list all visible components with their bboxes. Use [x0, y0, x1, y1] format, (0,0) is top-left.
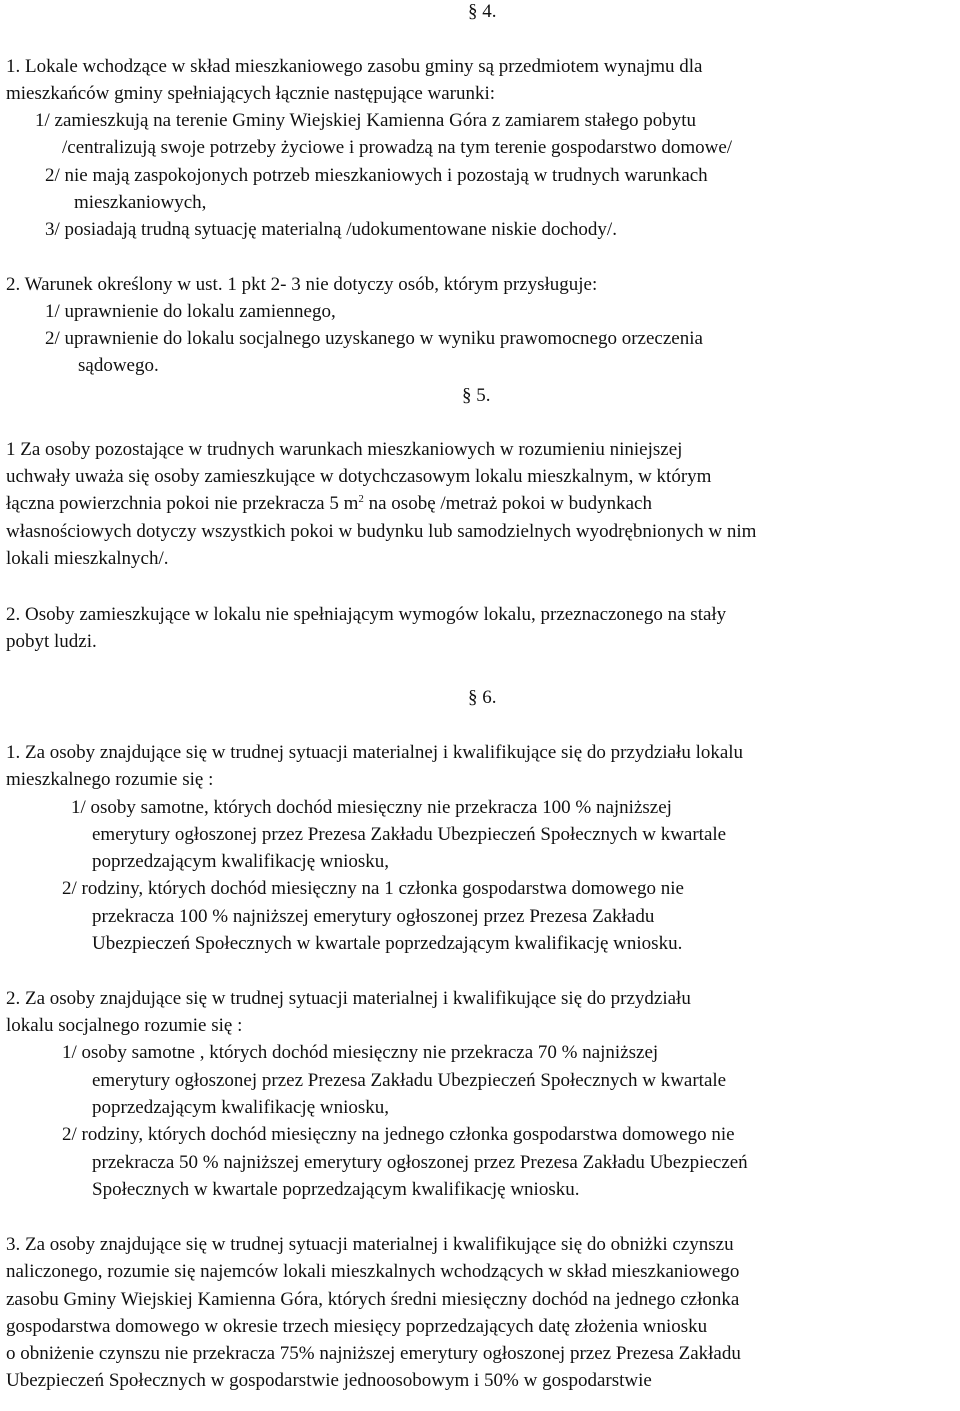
s4-p2-item-2-a: 2/ uprawnienie do lokalu socjalnego uzyskanego w wyniku prawomocnego orzeczenia: [45, 328, 703, 349]
section-4-heading: § 4.: [468, 1, 497, 22]
s6-p1-line-1: 1. Za osoby znajdujące się w trudnej sytuacji materialnej i kwalifikujące się do przydziału lokalu: [6, 742, 744, 763]
s5-p1-line-5: lokali mieszkalnych/.: [6, 548, 169, 569]
s5-p1-line-2: uchwały uważa się osoby zamieszkujące w dotychczasowym lokalu mieszkalnym, w którym: [6, 466, 712, 487]
s4-p2-item-1: 1/ uprawnienie do lokalu zamiennego,: [45, 301, 336, 322]
s6-p2-item-1-a: 1/ osoby samotne , których dochód miesięczny nie przekracza 70 % najniższej: [62, 1042, 659, 1063]
s4-p1-item-3: 3/ posiadają trudną sytuację materialną /udokumentowane niskie dochody/.: [45, 219, 617, 240]
s5-p1-line-1: 1 Za osoby pozostające w trudnych warunkach mieszkaniowych w rozumieniu niniejszej: [6, 439, 683, 460]
s6-p3-line-6: Ubezpieczeń Społecznych w gospodarstwie jednoosobowym i 50% w gospodarstwie: [6, 1370, 652, 1391]
s6-p3-line-4: gospodarstwa domowego w okresie trzech miesięcy poprzedzających datę złożenia wniosku: [6, 1316, 708, 1337]
s6-p3-line-1: 3. Za osoby znajdujące się w trudnej sytuacji materialnej i kwalifikujące się do obniżki czynszu: [6, 1234, 734, 1255]
s4-p1-item-2-b: mieszkaniowych,: [74, 192, 207, 213]
s6-p1-item-1-b: emerytury ogłoszonej przez Prezesa Zakładu Ubezpieczeń Społecznych w kwartale: [92, 824, 727, 845]
s6-p3-line-5: o obniżenie czynszu nie przekracza 75% najniższej emerytury ogłoszonej przez Prezesa Zakładu: [6, 1343, 741, 1364]
s6-p1-item-1-c: poprzedzającym kwalifikację wniosku,: [92, 851, 390, 872]
s6-p2-line-2: lokalu socjalnego rozumie się :: [6, 1015, 243, 1036]
s6-p3-line-2: naliczonego, rozumie się najemców lokali mieszkalnych wchodzących w skład mieszkaniowego: [6, 1261, 740, 1282]
s6-p2-item-2-b: przekracza 50 % najniższej emerytury ogłoszonej przez Prezesa Zakładu Ubezpieczeń: [92, 1152, 748, 1173]
s6-p2-item-2-c: Społecznych w kwartale poprzedzającym kwalifikację wniosku.: [92, 1179, 580, 1200]
s4-p1-item-1-b: /centralizują swoje potrzeby życiowe i prowadzą na tym terenie gospodarstwo domowe/: [62, 137, 733, 158]
s5-p2-line-2: pobyt ludzi.: [6, 631, 97, 652]
s5-p1-line-4: własnościowych dotyczy wszystkich pokoi w budynku lub samodzielnych wyodrębnionych w nim: [6, 521, 757, 542]
s6-p1-item-2-c: Ubezpieczeń Społecznych w kwartale poprzedzającym kwalifikację wniosku.: [92, 933, 683, 954]
s6-p2-line-1: 2. Za osoby znajdujące się w trudnej sytuacji materialnej i kwalifikujące się do przydziału: [6, 988, 691, 1009]
section-6-heading: § 6.: [468, 687, 497, 708]
s6-p2-item-2-a: 2/ rodziny, których dochód miesięczny na jednego członka gospodarstwa domowego nie: [62, 1124, 735, 1145]
s5-p1-line-3: [6, 492, 652, 516]
s4-p2-item-2-b: sądowego.: [78, 355, 159, 376]
s6-p1-line-2: mieszkalnego rozumie się :: [6, 769, 214, 790]
s4-p1-item-2-a: 2/ nie mają zaspokojonych potrzeb mieszkaniowych i pozostają w trudnych warunkach: [45, 165, 708, 186]
s5-p1-line-3-text: łączna powierzchnia pokoi nie przekracza 5 m: [6, 493, 359, 514]
s5-p1-line-3-rest: na osobę /metraż pokoi w budynkach: [363, 493, 652, 514]
s5-p2-line-1: 2. Osoby zamieszkujące w lokalu nie spełniającym wymogów lokalu, przeznaczonego na stały: [6, 604, 727, 625]
s4-p1-line-1: 1. Lokale wchodzące w skład mieszkaniowego zasobu gminy są przedmiotem wynajmu dla: [6, 56, 703, 77]
section-5-heading: § 5.: [462, 385, 491, 406]
s6-p3-line-3: zasobu Gminy Wiejskiej Kamienna Góra, których średni miesięczny dochód na jednego członka: [6, 1289, 740, 1310]
s4-p2-line-1: 2. Warunek określony w ust. 1 pkt 2- 3 nie dotyczy osób, którym przysługuje:: [6, 274, 598, 295]
s6-p1-item-2-a: 2/ rodziny, których dochód miesięczny na 1 członka gospodarstwa domowego nie: [62, 878, 684, 899]
s6-p2-item-1-b: emerytury ogłoszonej przez Prezesa Zakładu Ubezpieczeń Społecznych w kwartale: [92, 1070, 727, 1091]
square-meter-superscript: 2: [358, 493, 364, 505]
s6-p1-item-1-a: 1/ osoby samotne, których dochód miesięczny nie przekracza 100 % najniższej: [71, 797, 672, 818]
s4-p1-item-1-a: 1/ zamieszkują na terenie Gminy Wiejskiej Kamienna Góra z zamiarem stałego pobytu: [35, 110, 697, 131]
s6-p2-item-1-c: poprzedzającym kwalifikację wniosku,: [92, 1097, 390, 1118]
s4-p1-line-2: mieszkańców gminy spełniających łącznie następujące warunki:: [6, 83, 496, 104]
s6-p1-item-2-b: przekracza 100 % najniższej emerytury ogłoszonej przez Prezesa Zakładu: [92, 906, 655, 927]
